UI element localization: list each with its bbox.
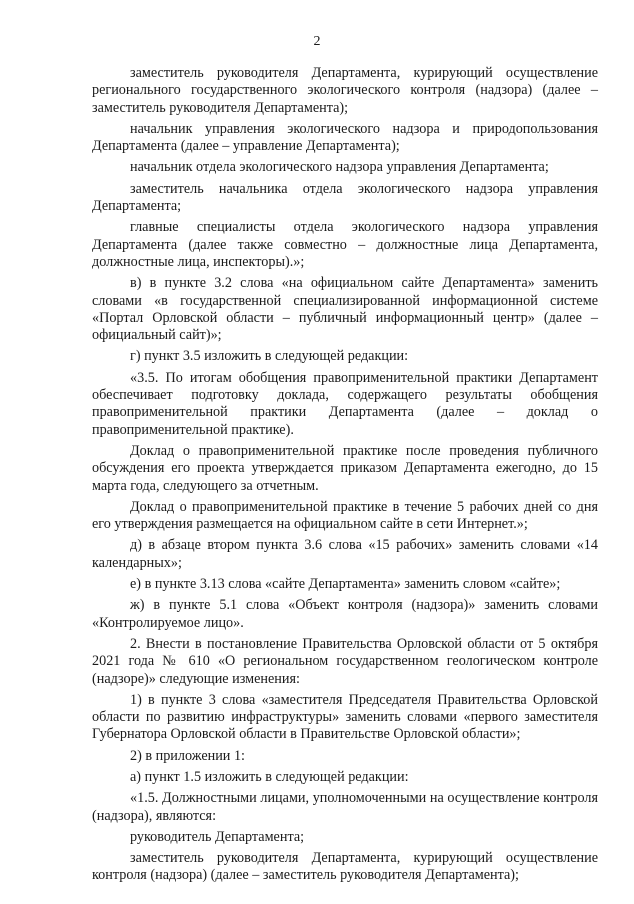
paragraph: г) пункт 3.5 изложить в следующей редакции: — [130, 348, 409, 365]
paragraph: ж) в пункте 5.1 слова «Объект контроля (надзора)» заменить словами «Контролируемое лицо». — [92, 597, 598, 631]
document-body — [92, 65, 598, 885]
page-number: 2 — [313, 34, 321, 49]
paragraph: Доклад о правоприменительной практике после проведения публичного обсуждения его проекта утверждается приказом Департамента ежегодно, до 15 марта года, следующего за отчетным. — [92, 442, 598, 494]
paragraph: в) в пункте 3.2 слова «на официальном сайте Департамента» заменить словами «в государственной специализированной информационной системе «Портал Орловской области – публичный информационный центр» (далее – официальный сайт)»; — [92, 275, 598, 344]
paragraph: начальник управления экологического надзора и природопользования Департамента (далее – управление Департамента); — [92, 120, 598, 155]
paragraph: Доклад о правоприменительной практике в течение 5 рабочих дней со дня его утверждения размещается на официальном сайте в сети Интернет.»; — [92, 498, 598, 533]
paragraph: заместитель начальника отдела экологического надзора управления Департамента; — [92, 180, 598, 215]
paragraph: главные специалисты отдела экологического надзора управления Департамента (далее также совместно – должностные лица Департамента, должностные лица, инспекторы).»; — [92, 219, 598, 270]
paragraph: «1.5. Должностными лицами, уполномоченными на осуществление контроля (надзора), являются: — [92, 790, 598, 824]
paragraph: 2. Внести в постановление Правительства Орловской области от 5 октября 2021 года № 610 «О региональном государственном геологическом контроле (надзоре)» следующие изменения: — [92, 635, 598, 687]
paragraph: заместитель руководителя Департамента, курирующий осуществление регионального государственного экологического контроля (надзора) (далее – заместитель руководителя Департамента); — [92, 65, 598, 116]
paragraph: руководитель Департамента; — [130, 828, 305, 845]
paragraph: заместитель руководителя Департамента, курирующий осуществление контроля (надзора) (далее – заместитель руководителя Департамента); — [92, 850, 598, 884]
paragraph: 2) в приложении 1: — [130, 747, 245, 764]
paragraph: а) пункт 1.5 изложить в следующей редакции: — [130, 768, 409, 785]
paragraph: д) в абзаце втором пункта 3.6 слова «15 рабочих» заменить словами «14 календарных»; — [92, 537, 598, 571]
paragraph: «3.5. По итогам обобщения правоприменительной практики Департамент обеспечивает подготовку доклада, содержащего результаты обобщения правоприменительной практики Департамента (далее – доклад о правоприменительной практике). — [92, 369, 598, 438]
paragraph: 1) в пункте 3 слова «заместителя Председателя Правительства Орловской области по развитию инфраструктуры» заменить словами «первого заместителя Губернатора Орловской области в Правительстве Орловской области»; — [92, 691, 598, 743]
paragraph: е) в пункте 3.13 слова «сайте Департамента» заменить словом «сайте»; — [130, 576, 561, 593]
paragraph: начальник отдела экологического надзора управления Департамента; — [130, 159, 549, 176]
